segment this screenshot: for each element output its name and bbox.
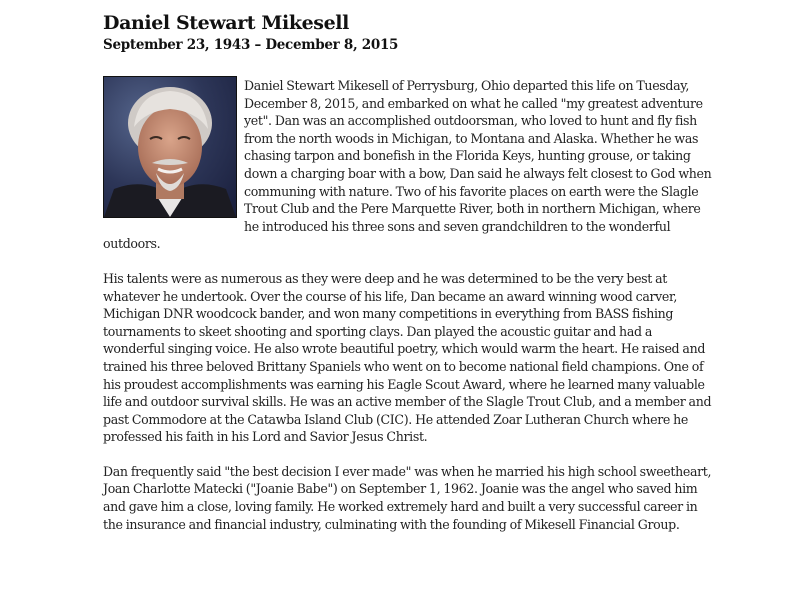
photo-face — [138, 107, 202, 187]
paragraph-1: Daniel Stewart Mikesell of Perrysburg, Ohio departed this life on Tuesday, December 8, 2015, and embarked on what he called "my greatest adventure yet". Dan was an accomplished outdoorsman, who loved to hunt and fly fish from the north woods in Michigan, to Montana and Alaska. Whether he was chasing tarpon and bonefish in the Florida Keys, hunting grouse, or taking down a charging boar with a bow, Dan said he always felt closest to God when communing with nature. Two of his favorite places on earth were the Slagle Trout Club and the Pere Marquette River, both in northern Michigan, where he introduced his three sons and seven grandchildren to the wonderful outdoors. — [103, 78, 712, 252]
portrait-photo — [103, 76, 237, 218]
obituary-body — [103, 76, 713, 550]
obituary-name-heading: Daniel Stewart Mikesell — [103, 12, 349, 34]
obituary-dates: September 23, 1943 – December 8, 2015 — [103, 37, 399, 53]
portrait-icon — [104, 77, 236, 217]
paragraph-3: Dan frequently said "the best decision I ever made" was when he married his high school sweetheart, Joan Charlotte Matecki ("Joanie Babe") on September 1, 1962. Joanie was the angel who saved him and gave him a close, loving family. He worked extremely hard and built a very successful career in the insurance and financial industry, culminating with the founding of Mikesell Financial Group. — [103, 463, 712, 532]
paragraph-2: His talents were as numerous as they were deep and he was determined to be the very best at whatever he undertook. Over the course of his life, Dan became an award winning wood carver, Michigan DNR woodcock bander, and won many competitions in everything from BASS fishing tournaments to skeet shooting and sporting clays. Dan played the acoustic guitar and had a wonderful singing voice. He also wrote beautiful poetry, which would warm the heart. He raised and trained his three beloved Brittany Spaniels who went on to become national field champions. One of his proudest accomplishments was earning his Eagle Scout Award, where he learned many valuable life and outdoor survival skills. He was an active member of the Slagle Trout Club, and a member and past Commodore at the Catawba Island Club (CIC). He attended Zoar Lutheran Church where he professed his faith in his Lord and Savior Jesus Christ. — [103, 270, 712, 445]
